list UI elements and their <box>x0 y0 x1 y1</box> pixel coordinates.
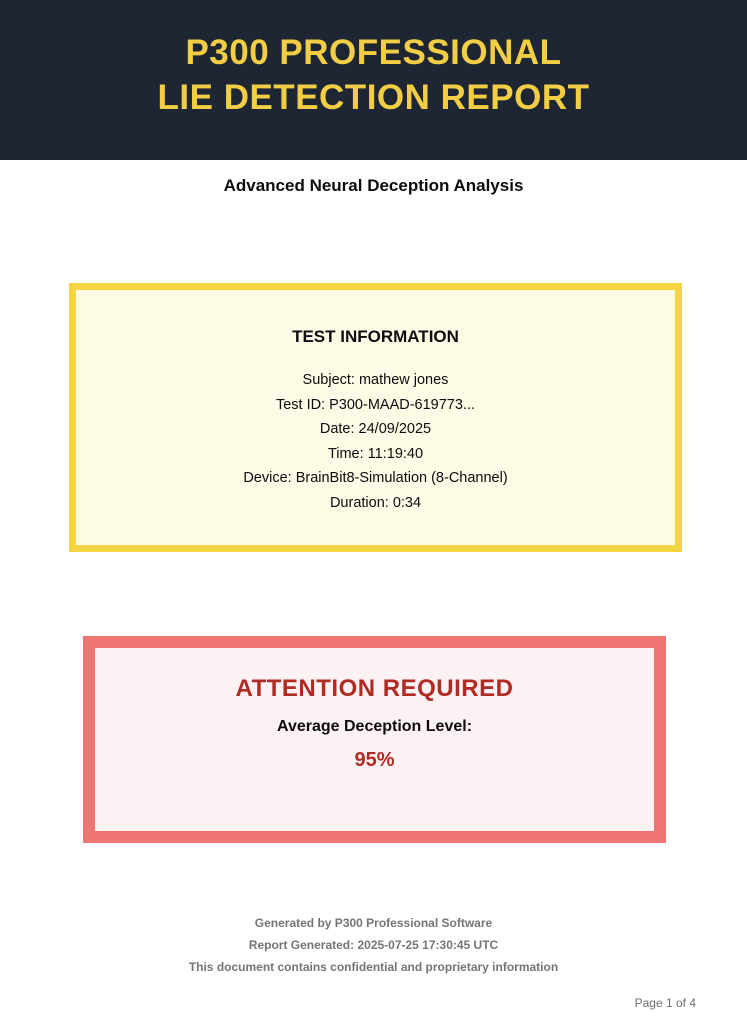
page-indicator: Page 1 of 4 <box>634 996 696 1010</box>
deception-level-label: Average Deception Level: <box>276 718 473 735</box>
test-info-test-id: Test ID: P300-MAAD-619773... <box>275 396 476 413</box>
report-title-line1: P300 PROFESSIONAL <box>185 33 562 72</box>
attention-required-box <box>83 636 666 843</box>
test-information-lines <box>76 368 675 516</box>
report-footer <box>0 912 747 978</box>
deception-level-value: 95% <box>354 749 395 771</box>
test-info-time: Time: 11:19:40 <box>327 445 424 462</box>
test-info-duration: Duration: 0:34 <box>329 494 422 511</box>
test-information-title: TEST INFORMATION <box>292 327 459 346</box>
test-info-device: Device: BrainBit8-Simulation (8-Channel) <box>243 470 508 487</box>
report-header <box>0 0 747 160</box>
test-info-date: Date: 24/09/2025 <box>319 421 432 438</box>
attention-required-title: ATTENTION REQUIRED <box>235 675 514 702</box>
footer-report-generated: Report Generated: 2025-07-25 17:30:45 UTC <box>248 938 499 952</box>
report-subtitle: Advanced Neural Deception Analysis <box>223 176 524 195</box>
report-title-line2: LIE DETECTION REPORT <box>157 78 590 117</box>
test-info-subject: Subject: mathew jones <box>302 372 449 388</box>
test-information-box <box>69 283 682 552</box>
footer-generated-by: Generated by P300 Professional Software <box>254 916 493 930</box>
footer-confidential-notice: This document contains confidential and proprietary information <box>188 960 559 974</box>
